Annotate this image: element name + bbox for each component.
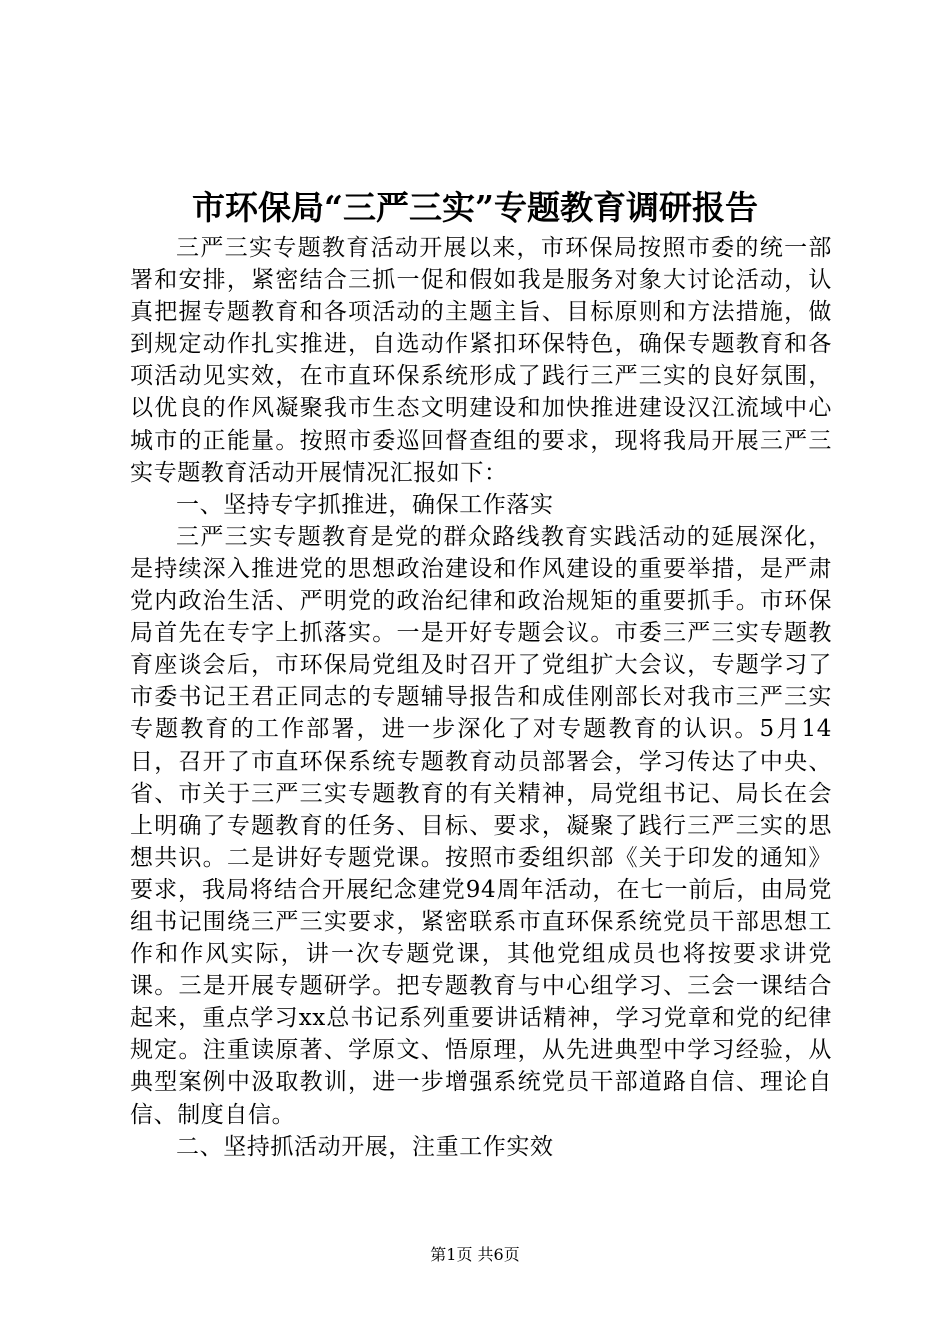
section-heading-1: 一、坚持专字抓推进，确保工作落实: [176, 491, 554, 518]
intro-paragraph: 三严三实专题教育活动开展以来，市环保局按照市委的统一部署和安排，紧密结合三抓一促和假如我是服务对象大讨论活动，认真把握专题教育和各项活动的主题主旨、目标原则和方法措施，做到规定动作扎实推进，自选动作紧扣环保特色，确保专题教育和各项活动见实效，在市直环保系统形成了践行三严三实的良好氛围，以优良的作风凝聚我市生态文明建设和加快推进建设汉江流域中心城市的正能量。按照市委巡回督查组的要求，现将我局开展三严三实专题教育活动开展情况汇报如下：: [130, 235, 832, 486]
page-number-footer: 第1页 共6页: [430, 1245, 520, 1264]
document-title: 市环保局“三严三实”专题教育调研报告: [192, 188, 758, 227]
section-paragraph-1: 三严三实专题教育是党的群众路线教育实践活动的延展深化，是持续深入推进党的思想政治建设和作风建设的重要举措，是严肃党内政治生活、严明党的政治纪律和政治规矩的重要抓手。市环保局首先在专字上抓落实。一是开好专题会议。市委三严三实专题教育座谈会后，市环保局党组及时召开了党组扩大会议，专题学习了市委书记王君正同志的专题辅导报告和成佳刚部长对我市三严三实专题教育的工作部署，进一步深化了对专题教育的认识。5月14日，召开了市直环保系统专题教育动员部署会，学习传达了中央、省、市关于三严三实专题教育的有关精神，局党组书记、局长在会上明确了专题教育的任务、目标、要求，凝聚了践行三严三实的思想共识。二是讲好专题党课。按照市委组织部《关于印发的通知》要求，我局将结合开展纪念建党94周年活动，在七一前后，由局党组书记围绕三严三实要求，紧密联系市直环保系统党员干部思想工作和作风实际，讲一次专题党课，其他党组成员也将按要求讲党课。三是开展专题研学。把专题教育与中心组学习、三会一课结合起来，重点学习xx总书记系列重要讲话精神，学习党章和党的纪律规定。注重读原著、学原文、悟原理，从先进典型中学习经验，从典型案例中汲取教训，进一步增强系统党员干部道路自信、理论自信、制度自信。: [130, 523, 832, 1128]
section-heading-2: 二、坚持抓活动开展，注重工作实效: [176, 1133, 554, 1160]
document-body: [130, 232, 832, 1163]
